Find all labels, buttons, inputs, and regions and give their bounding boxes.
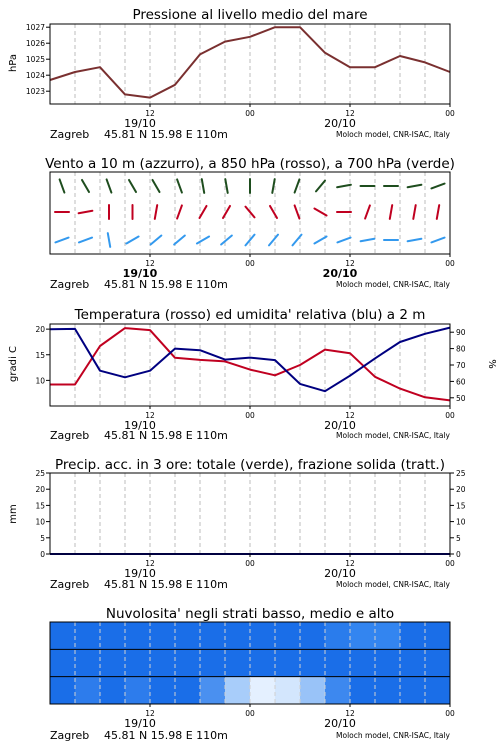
temperature-y-ticks	[35, 325, 50, 385]
temperature-ylabel: gradi C	[8, 346, 19, 382]
wind-barb	[202, 179, 204, 193]
precipitation-location-coords: 45.81 N 15.98 E 110m	[104, 578, 228, 591]
cloud-cell	[325, 677, 351, 705]
cloud-cell	[225, 677, 251, 705]
precipitation-location-name: Zagreb	[50, 578, 90, 591]
wind-barb-staff	[295, 205, 300, 218]
cloud-cell	[125, 649, 151, 677]
date-label: 20/10	[324, 717, 356, 730]
y-tick-label: 5	[40, 533, 45, 543]
temperature-panel	[8, 307, 497, 442]
cloud-panel	[50, 606, 455, 742]
wind-barb-staff	[337, 238, 350, 243]
cloud-cell	[350, 622, 376, 650]
wind-barb-staff	[197, 237, 209, 244]
cloud-location-coords: 45.81 N 15.98 E 110m	[104, 729, 228, 742]
wind-barb	[129, 180, 136, 192]
x-tick-label: 12	[145, 411, 155, 420]
precipitation-footer	[50, 578, 451, 591]
wind-barb-staff	[151, 236, 162, 245]
wind-barb	[177, 179, 182, 192]
cloud-cell	[100, 649, 126, 677]
y-tick-label: 10	[35, 517, 45, 527]
wind-barb	[177, 205, 182, 218]
y-tick-label: 20	[35, 325, 45, 335]
wind-barb	[431, 238, 444, 243]
cloud-cell	[425, 649, 451, 677]
pressure-footer	[50, 128, 451, 141]
wind-barb	[60, 179, 65, 192]
wind-barb-staff	[221, 236, 232, 245]
x-tick-label: 12	[345, 109, 355, 118]
y-tick-label: 80	[456, 344, 466, 354]
cloud-cell	[150, 677, 176, 705]
wind-barb-staff	[202, 179, 204, 193]
precipitation-panel	[8, 457, 466, 591]
temperature-footer	[50, 429, 451, 442]
wind-location-coords: 45.81 N 15.98 E 110m	[104, 278, 228, 291]
cloud-cell	[125, 622, 151, 650]
x-tick-label: 12	[345, 259, 355, 268]
wind-barb	[272, 179, 274, 193]
wind-barb	[174, 236, 185, 245]
wind-location-name: Zagreb	[50, 278, 90, 291]
cloud-cell	[150, 649, 176, 677]
precipitation-y-ticks-right	[450, 469, 466, 559]
wind-barb-staff	[316, 181, 325, 192]
pressure-ylabel: hPa	[8, 53, 19, 73]
x-tick-label: 12	[145, 709, 155, 718]
cloud-cell	[375, 677, 401, 705]
x-tick-label: 00	[445, 559, 455, 568]
cloud-cell	[400, 622, 426, 650]
cloud-cell	[350, 649, 376, 677]
y-tick-label: 60	[456, 377, 466, 387]
cloud-cell	[75, 649, 101, 677]
wind-barb-staff	[153, 180, 160, 192]
cloud-cell	[275, 649, 301, 677]
date-label: 19/10	[122, 267, 158, 280]
y-tick-label: 5	[456, 533, 461, 543]
cloud-footer	[50, 729, 451, 742]
cloud-cell	[50, 649, 76, 677]
temperature-model-credit: Moloch model, CNR-ISAC, Italy	[336, 431, 450, 440]
date-label: 19/10	[124, 419, 156, 432]
cloud-cell	[375, 649, 401, 677]
wind-barb-staff	[174, 236, 185, 245]
y-tick-label: 15	[35, 350, 45, 360]
wind-barb-staff	[60, 179, 65, 192]
temperature-title: Temperatura (rosso) ed umidita' relativa (blu) a 2 m	[74, 307, 426, 323]
x-tick-label: 00	[445, 411, 455, 420]
x-tick-label: 00	[245, 709, 255, 718]
date-label: 19/10	[124, 117, 156, 130]
wind-barb-staff	[177, 179, 182, 192]
wind-barb-staff	[225, 179, 227, 193]
cloud-cell	[375, 622, 401, 650]
y-tick-label: 15	[35, 501, 45, 511]
cloud-cell	[225, 649, 251, 677]
temperature-location-coords: 45.81 N 15.98 E 110m	[104, 429, 228, 442]
date-label: 20/10	[324, 117, 356, 130]
wind-barb	[270, 206, 277, 218]
y-tick-label: 20	[456, 485, 466, 495]
wind-barb	[126, 237, 138, 244]
precipitation-ylabel: mm	[8, 504, 19, 524]
wind-barb	[361, 239, 375, 241]
wind-barb-staff	[79, 238, 92, 243]
wind-barb-staff	[107, 179, 112, 192]
precipitation-title: Precip. acc. in 3 ore: totale (verde), frazione solida (tratt.)	[55, 457, 445, 473]
cloud-cell	[325, 649, 351, 677]
y-tick-label: 1023	[25, 87, 45, 97]
wind-barb	[316, 181, 325, 192]
cloud-cell	[50, 677, 76, 705]
wind-barb-staff	[337, 185, 351, 187]
y-tick-label: 1024	[25, 71, 45, 81]
wind-x-ticks	[123, 254, 455, 280]
cloud-model-credit: Moloch model, CNR-ISAC, Italy	[336, 731, 450, 740]
date-label: 20/10	[324, 419, 356, 432]
wind-barb	[79, 211, 93, 213]
y-tick-label: 90	[456, 328, 466, 338]
y-tick-label: 50	[456, 393, 466, 403]
cloud-cell	[175, 622, 201, 650]
cloud-cell	[300, 649, 326, 677]
wind-barb	[225, 179, 227, 193]
x-tick-label: 00	[245, 411, 255, 420]
x-tick-label: 00	[245, 109, 255, 118]
wind-barb-staff	[129, 180, 136, 192]
x-tick-label: 12	[145, 559, 155, 568]
cloud-cell	[75, 677, 101, 705]
precipitation-model-credit: Moloch model, CNR-ISAC, Italy	[336, 580, 450, 589]
wind-barb-staff	[177, 205, 182, 218]
wind-barb-staff	[431, 238, 444, 243]
date-label: 20/10	[322, 267, 358, 280]
cloud-cell	[200, 677, 226, 705]
y-tick-label: 0	[456, 550, 461, 559]
temperature-gridlines	[75, 324, 425, 406]
y-tick-label: 10	[456, 517, 466, 527]
wind-footer	[50, 278, 451, 291]
precipitation-y-ticks	[35, 469, 50, 559]
date-label: 19/10	[124, 717, 156, 730]
wind-barb-staff	[272, 179, 274, 193]
cloud-location-name: Zagreb	[50, 729, 90, 742]
cloud-cell	[250, 649, 276, 677]
wind-barb	[337, 185, 351, 187]
wind-barb-staff	[437, 205, 439, 219]
cloud-cell	[275, 677, 301, 705]
wind-barb-staff	[390, 205, 392, 219]
wind-barb-staff	[126, 237, 138, 244]
temperature-plot-frame	[50, 324, 450, 406]
humidity-ylabel: %	[486, 359, 497, 369]
cloud-cell	[150, 622, 176, 650]
pressure-panel	[8, 7, 455, 141]
cloud-cell	[100, 677, 126, 705]
y-tick-label: 20	[35, 485, 45, 495]
date-label: 20/10	[324, 567, 356, 580]
wind-barb	[200, 206, 207, 218]
cloud-cell	[50, 622, 76, 650]
cloud-cell	[125, 677, 151, 705]
y-tick-label: 25	[456, 469, 466, 478]
cloud-cell	[200, 622, 226, 650]
y-tick-label: 0	[40, 550, 45, 559]
wind-barb	[413, 205, 415, 219]
wind-barb	[408, 185, 422, 187]
cloud-cell	[75, 622, 101, 650]
wind-barb-staff	[408, 185, 422, 187]
wind-panel	[45, 156, 455, 291]
cloud-cell	[175, 649, 201, 677]
cloud-cell	[175, 677, 201, 705]
wind-barb	[79, 238, 92, 243]
wind-barb	[153, 180, 160, 192]
x-tick-label: 12	[145, 109, 155, 118]
wind-barb-staff	[79, 211, 93, 213]
cloud-cell	[250, 622, 276, 650]
pressure-location-name: Zagreb	[50, 128, 90, 141]
wind-barb	[408, 239, 422, 241]
wind-barb	[337, 238, 350, 243]
cloud-cell	[425, 622, 451, 650]
cloud-cell	[100, 622, 126, 650]
wind-barb-staff	[365, 205, 370, 218]
x-tick-label: 00	[245, 259, 255, 268]
wind-barb-staff	[413, 205, 415, 219]
cloud-cell	[400, 649, 426, 677]
cloud-cell	[250, 677, 276, 705]
y-tick-label: 10	[35, 376, 45, 386]
cloud-cell	[275, 622, 301, 650]
x-tick-label: 00	[445, 709, 455, 718]
cloud-cell	[325, 622, 351, 650]
wind-barb-staff	[295, 179, 300, 192]
wind-title: Vento a 10 m (azzurro), a 850 hPa (rosso), a 700 hPa (verde)	[45, 156, 455, 172]
precipitation-plot-frame	[50, 473, 450, 554]
wind-barb-staff	[108, 233, 110, 247]
date-label: 19/10	[124, 567, 156, 580]
x-tick-label: 12	[345, 411, 355, 420]
cloud-cell	[400, 677, 426, 705]
precipitation-x-ticks	[124, 554, 455, 580]
y-tick-label: 1025	[25, 55, 45, 65]
pressure-location-coords: 45.81 N 15.98 E 110m	[104, 128, 228, 141]
wind-barb-staff	[269, 235, 278, 246]
y-tick-label: 1026	[25, 39, 45, 49]
wind-model-credit: Moloch model, CNR-ISAC, Italy	[336, 280, 450, 289]
wind-barb	[82, 180, 89, 192]
x-tick-label: 00	[445, 109, 455, 118]
wind-barb	[107, 179, 112, 192]
humidity-y-ticks	[450, 328, 466, 403]
x-tick-label: 12	[345, 709, 355, 718]
wind-barb	[223, 206, 230, 218]
x-tick-label: 00	[445, 259, 455, 268]
y-tick-label: 70	[456, 361, 466, 370]
cloud-cell	[350, 677, 376, 705]
wind-barb	[151, 236, 162, 245]
wind-barb	[55, 238, 68, 243]
cloud-cell	[300, 622, 326, 650]
pressure-title: Pressione al livello medio del mare	[132, 7, 368, 23]
wind-barb-staff	[55, 238, 68, 243]
cloud-cell	[225, 622, 251, 650]
pressure-y-ticks	[26, 23, 50, 96]
wind-barb	[295, 179, 300, 192]
wind-barb	[431, 184, 444, 189]
wind-barb	[269, 235, 278, 246]
wind-barb-staff	[431, 184, 444, 189]
x-tick-label: 12	[145, 259, 155, 268]
cloud-cell	[300, 677, 326, 705]
y-tick-label: 25	[35, 469, 45, 478]
wind-barb	[197, 237, 209, 244]
pressure-model-credit: Moloch model, CNR-ISAC, Italy	[336, 130, 450, 139]
wind-barb	[108, 233, 110, 247]
cloud-title: Nuvolosita' negli strati basso, medio e alto	[105, 606, 395, 622]
wind-barb	[390, 205, 392, 219]
wind-barb	[437, 205, 439, 219]
cloud-cell	[200, 649, 226, 677]
wind-barb-staff	[361, 239, 375, 241]
wind-barb-staff	[408, 239, 422, 241]
wind-barb	[295, 205, 300, 218]
wind-barb-staff	[223, 206, 230, 218]
cloud-x-ticks	[124, 704, 455, 730]
pressure-x-ticks	[124, 104, 455, 130]
y-tick-label: 15	[456, 501, 466, 511]
x-tick-label: 12	[345, 559, 355, 568]
cloud-cell	[425, 677, 451, 705]
wind-barb	[221, 236, 232, 245]
wind-barb-staff	[270, 206, 277, 218]
wind-barb	[155, 205, 157, 219]
precipitation-gridlines	[75, 473, 425, 554]
wind-barb-staff	[200, 206, 207, 218]
wind-barb-staff	[82, 180, 89, 192]
wind-barb	[365, 205, 370, 218]
x-tick-label: 00	[245, 559, 255, 568]
temperature-location-name: Zagreb	[50, 429, 90, 442]
wind-barb-staff	[155, 205, 157, 219]
y-tick-label: 1027	[25, 23, 45, 33]
